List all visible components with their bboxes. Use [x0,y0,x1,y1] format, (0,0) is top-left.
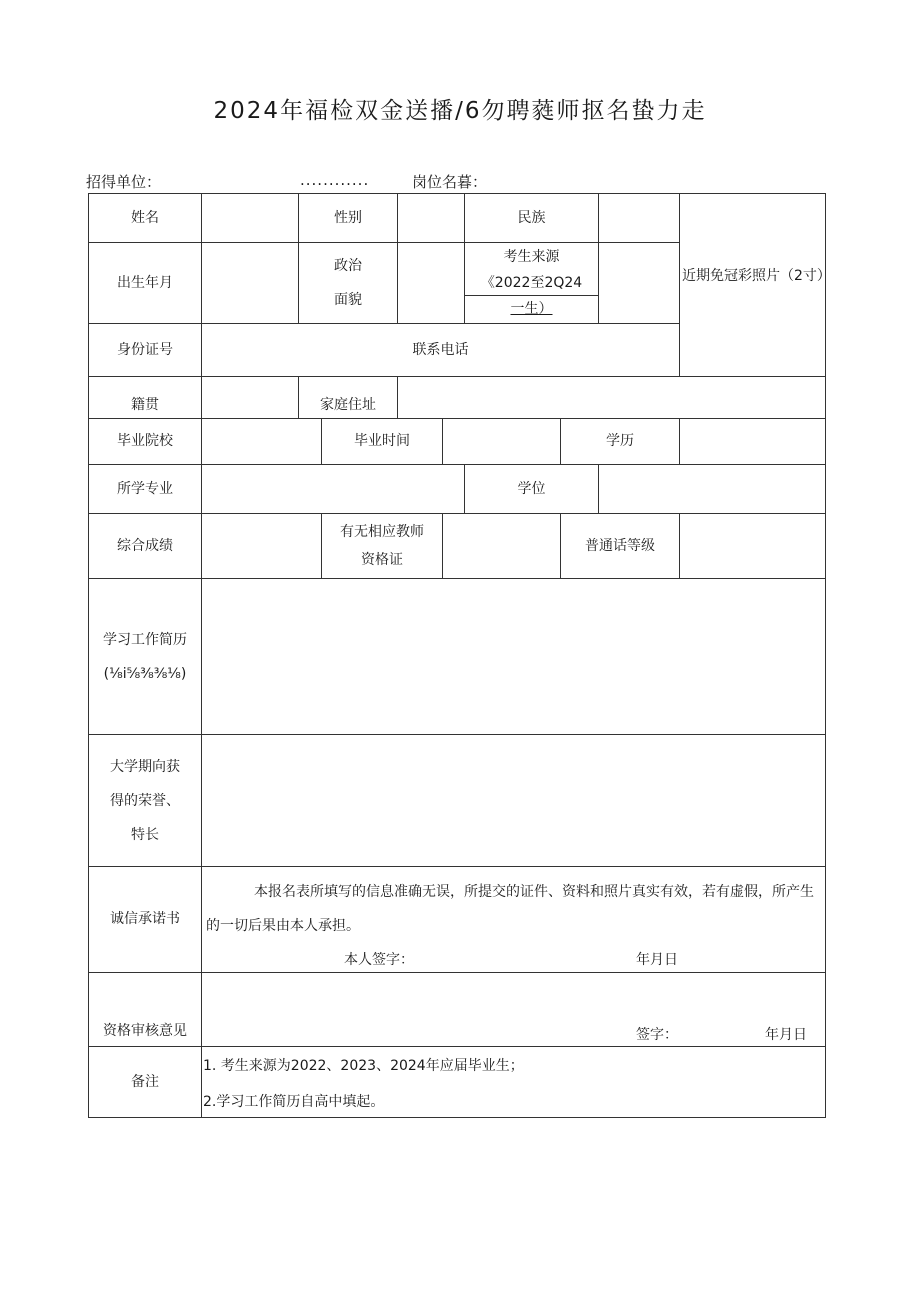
honors-label [89,735,201,866]
education-field[interactable] [680,419,825,464]
name-field[interactable] [202,194,298,242]
photo-area[interactable]: 近期免冠彩照片（2寸） [682,268,831,284]
note-item-2: 2.学习工作简历自高中填起。 [203,1094,385,1110]
mandarin-field[interactable] [680,514,825,578]
post-name-label: 岗位名暮： [412,173,488,191]
home-address-label: 家庭住址 [320,396,376,413]
id-number-label: 身份证号 [117,341,173,358]
signature-label: 本人签字： [344,952,414,968]
name-label: 姓名 [131,209,159,226]
teacher-cert-line2: 资格证 [361,552,403,568]
header-dots: ............ [300,171,370,189]
teacher-cert-line1: 有无相应教师 [340,524,424,540]
native-place-field[interactable] [202,377,298,418]
political-field[interactable] [398,243,464,323]
table-border-bottom [88,1117,826,1118]
ethnicity-label: 民族 [517,209,546,226]
resume-label [89,579,201,734]
score-field[interactable] [202,514,321,578]
source-field[interactable] [599,243,679,323]
signature-date: 年月日 [636,952,678,968]
integrity-text: 本报名表所填写的信息准确无误，所提交的证件、资料和照片真实有效，若有虚假，所产生的一切后果由本人承担。 [206,884,814,934]
source-label-line2: 《2022至2Q24 [480,275,583,291]
education-label: 学历 [606,433,634,450]
phone-label: 联系电话 [412,341,469,358]
native-place-label: 籍贯 [131,396,159,413]
political-label-line1: 政治 [334,258,362,274]
grad-time-field[interactable] [443,419,560,464]
honors-label-line3: 特长 [131,826,159,843]
degree-label: 学位 [517,480,546,497]
review-date: 年月日 [765,1027,807,1043]
grad-time-label: 毕业时间 [354,433,410,450]
teacher-cert-field[interactable] [443,514,560,578]
major-field[interactable] [202,465,464,513]
recruiting-unit-label: 招得单位： [86,173,162,191]
teacher-cert-label [322,514,442,578]
resume-label-line1: 学习工作简历 [103,631,187,648]
school-label: 毕业院校 [117,433,173,450]
review-sign-label: 签字： [636,1027,678,1043]
table-border-right [825,193,826,1118]
resume-field[interactable] [202,579,825,734]
major-label: 所学专业 [117,480,173,497]
score-label: 综合成绩 [117,537,173,554]
resume-label-line2: (⅛i⅝⅜⅜⅛) [103,665,187,682]
source-label-line1: 考生来源 [503,249,560,265]
mandarin-label: 普通话等级 [585,537,655,554]
political-label-line2: 面貌 [334,292,362,308]
col-line [679,193,680,377]
review-label: 资格审核意见 [103,1022,187,1039]
honors-field[interactable] [202,735,825,866]
note-item-1: 1. 考生来源为2022、2023、2024年应届毕业生； [203,1058,524,1074]
honors-label-line2: 得的荣誉、 [110,792,180,809]
birth-field[interactable] [202,243,298,323]
gender-label: 性别 [334,209,362,226]
honors-label-line1: 大学期向获 [110,758,180,775]
gender-field[interactable] [398,194,464,242]
notes-label: 备注 [131,1073,159,1090]
birth-label: 出生年月 [117,274,173,291]
form-header [86,171,826,193]
degree-field[interactable] [599,465,825,513]
source-label [465,243,598,323]
school-field[interactable] [202,419,321,464]
form-title: 2024年福检双金送播/6勿聘蕤师抠名蛰力走 [213,98,707,124]
political-label [299,243,397,323]
source-label-line3: 一生） [510,301,553,317]
ethnicity-field[interactable] [599,194,679,242]
home-address-field[interactable] [398,377,825,418]
integrity-label: 诚信承诺书 [110,911,180,928]
